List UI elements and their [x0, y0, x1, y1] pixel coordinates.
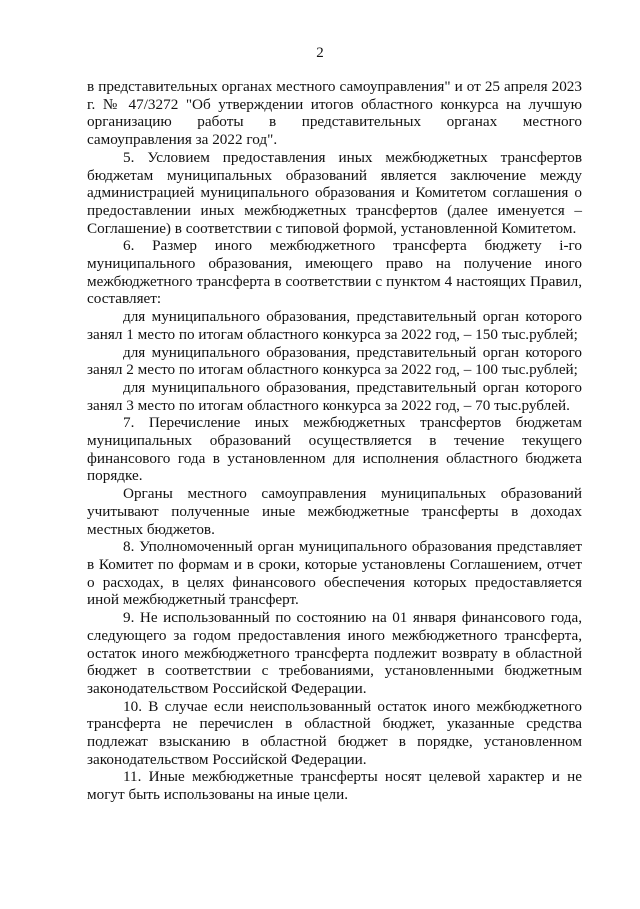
paragraph-7: 7. Перечисление иных межбюджетных трансфертов бюджетам муниципальных образований осуществляется в течение текущего финансового года в установленном для исполнения областного бюджета порядке.: [87, 414, 582, 485]
paragraph-11: 11. Иные межбюджетные трансферты носят целевой характер и не могут быть использованы на иные цели.: [87, 768, 582, 804]
page-number: 2: [316, 45, 324, 61]
paragraph-7-second: Органы местного самоуправления муниципальных образований учитывают полученные иные межбюджетные трансферты в доходах местных бюджетов.: [87, 485, 582, 538]
paragraph-9: 9. Не использованный по состоянию на 01 января финансового года, следующего за годом предоставления иного межбюджетного трансферта, остаток иного межбюджетного трансферта подлежит возврату в областной бюджет в соответствии с требованиями, установленными бюджетным законодательством Российской Федерации.: [87, 609, 582, 697]
paragraph-8: 8. Уполномоченный орган муниципального образования представляет в Комитет по формам и в сроки, которые установлены Соглашением, отчет о расходах, в целях финансового обеспечения которых предоставляется иной межбюджетный трансферт.: [87, 538, 582, 609]
paragraph-6-place-3: для муниципального образования, представительный орган которого занял 3 место по итогам областного конкурса за 2022 год, – 70 тыс.рублей.: [87, 378, 582, 414]
paragraph-6-place-2: для муниципального образования, представительный орган которого занял 2 место по итогам областного конкурса за 2022 год, – 100 тыс.рублей;: [87, 343, 582, 379]
document-body: [87, 78, 582, 804]
paragraph-6: 6. Размер иного межбюджетного трансферта бюджету i-го муниципального образования, имеющего право на получение иного межбюджетного трансферта в соответствии с пунктом 4 настоящих Правил, составляет:: [87, 237, 582, 308]
paragraph-continuation: в представительных органах местного самоуправления" и от 25 апреля 2023 г. № 47/3272 "Об утверждении итогов областного конкурса на лучшую организацию работы в представительных органах местного самоуправления за 2022 год".: [87, 78, 582, 149]
paragraph-6-place-1: для муниципального образования, представительный орган которого занял 1 место по итогам областного конкурса за 2022 год, – 150 тыс.рублей;: [87, 308, 582, 343]
paragraph-5: 5. Условием предоставления иных межбюджетных трансфертов бюджетам муниципальных образований является заключение между администрацией муниципального образования и Комитетом соглашения о предоставлении иных межбюджетных трансфертов (далее именуется – Соглашение) в соответствии с типовой формой, установленной Комитетом.: [87, 148, 582, 237]
paragraph-10: 10. В случае если неиспользованный остаток иного межбюджетного трансферта не перечислен в областной бюджет, указанные средства подлежат взысканию в областной бюджет в порядке, установленном законодательством Российской Федерации.: [87, 697, 582, 768]
